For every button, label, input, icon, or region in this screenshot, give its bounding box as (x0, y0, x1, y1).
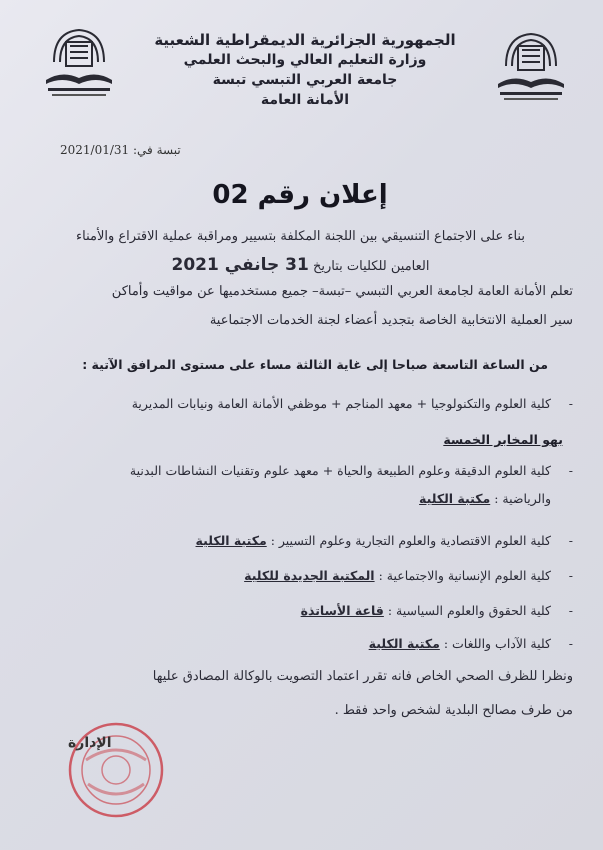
announcement-line-1: تعلم الأمانة العامة لجامعة العربي التبسي –تبسة– جميع مستخدميها عن مواقيت وأماكن (111, 284, 573, 299)
voting-place: قاعة الأساتذة (300, 603, 384, 618)
intro-line-2: العامين للكليات بتاريخ 31 جانفي 2021 (171, 255, 430, 275)
list-item: -كلية العلوم الاقتصادية والعلوم التجارية وعلوم التسيير : مكتبة الكلية (195, 533, 573, 548)
signature-label: الإدارة (68, 735, 112, 751)
list-item: -كلية الآداب واللغات : مكتبة الكلية (368, 636, 573, 651)
intro-paragraph (28, 222, 573, 281)
list-item: -كلية العلوم الدقيقة وعلوم الطبيعة والحياة + معهد علوم وتقنيات النشاطات البدنية والرياضية : مكتبة الكلية (129, 463, 573, 506)
closing-line-2: من طرف مصالح البلدية لشخص واحد فقط . (334, 703, 573, 718)
university-logo-left (38, 22, 120, 102)
header-university: جامعة العربي التبسي تبسة (212, 72, 398, 88)
first-item-place: بهو المخابر الخمسة (443, 432, 563, 447)
closing-paragraph (28, 660, 573, 728)
header-republic: الجمهورية الجزائرية الديمقراطية الشعبية (154, 31, 456, 49)
schedule-lead: من الساعة التاسعة صباحا إلى غاية الثالثة مساء على مستوى المرافق الآتية : (82, 357, 548, 372)
closing-line-1: ونظرا للظرف الصحي الخاص فانه تقرر اعتماد التصويت بالوكالة المصادق عليها (152, 669, 573, 684)
university-logo-right (490, 26, 572, 106)
voting-place: مكتبة الكلية (419, 491, 491, 506)
letterhead (150, 30, 460, 110)
meeting-date: 31 جانفي 2021 (171, 255, 309, 275)
announcement-paragraph (28, 277, 573, 335)
announcement-line-2: سير العملية الانتخابية الخاصة بتجديد أعضاء لجنة الخدمات الاجتماعية (209, 313, 573, 328)
list-item: -كلية الحقوق والعلوم السياسية : قاعة الأساتذة (300, 603, 573, 618)
header-ministry: وزارة التعليم العالي والبحث العلمي (183, 52, 427, 68)
header-secretariat: الأمانة العامة (260, 92, 350, 108)
voting-place: مكتبة الكلية (368, 636, 440, 651)
announcement-title: إعلان رقم 02 (212, 180, 388, 210)
voting-place: مكتبة الكلية (195, 533, 267, 548)
voting-place: المكتبة الجديدة للكلية (244, 568, 375, 583)
intro-line-1: بناء على الاجتماع التنسيقي بين اللجنة المكلفة بتسيير ومراقبة عملية الاقتراع والأمناء (76, 229, 525, 244)
list-item: -كلية العلوم الإنسانية والاجتماعية : المكتبة الجديدة للكلية (244, 568, 573, 583)
document-date: تبسة في: 2021/01/31 (60, 143, 181, 157)
list-item: -كلية العلوم والتكنولوجيا + معهد المناجم + موظفي الأمانة العامة ونيابات المديرية (131, 396, 573, 411)
